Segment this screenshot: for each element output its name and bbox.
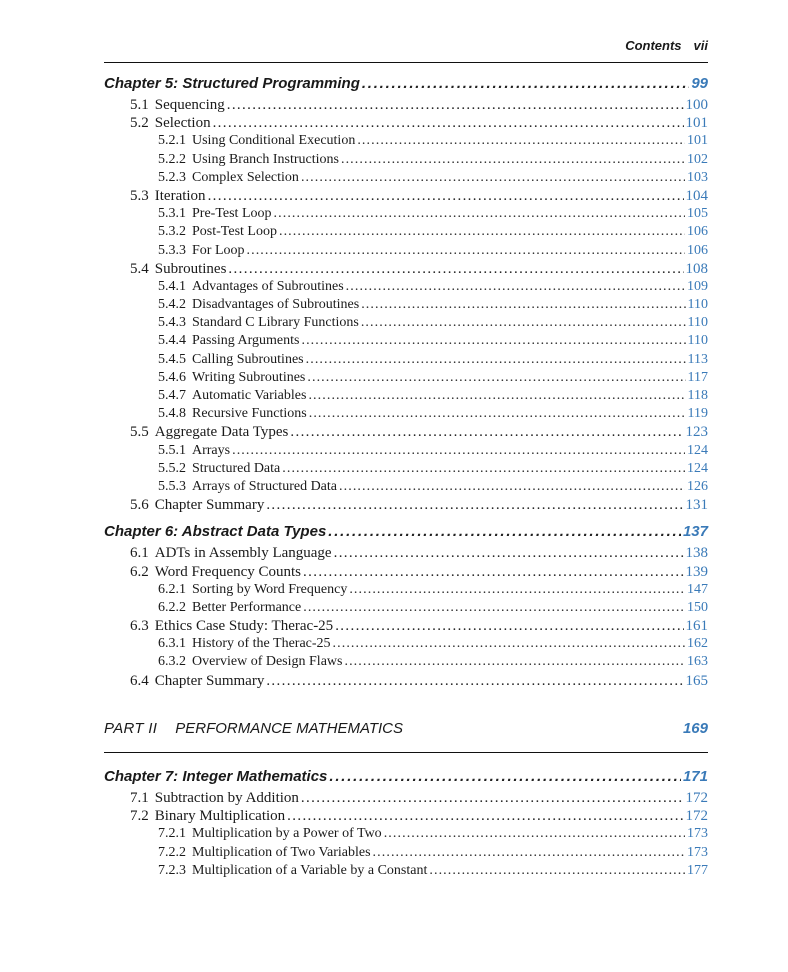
dot-leader: [334, 544, 684, 562]
toc-entry-page: 104: [685, 187, 708, 204]
toc-entry-title: Subroutines: [154, 260, 227, 277]
toc-section-entry[interactable]: [104, 496, 708, 514]
toc-entry-title: Ethics Case Study: Therac-25: [154, 618, 334, 635]
toc-section-entry[interactable]: [104, 617, 708, 635]
toc-entry-title: Multiplication of Two Variables: [192, 844, 371, 860]
toc-entry-number: 7.2: [130, 808, 149, 825]
toc-entry-number: 5.5.1: [158, 442, 186, 458]
toc-entry-title: History of the Therac-25: [192, 636, 331, 652]
toc-entry-number: 5.3.2: [158, 224, 186, 240]
toc-chapter-entry[interactable]: [104, 520, 708, 544]
toc-subsection-entry[interactable]: [104, 169, 708, 187]
toc-entry-page: 113: [687, 351, 708, 367]
dot-leader: [208, 187, 684, 205]
toc-entry-page: 171: [682, 768, 708, 785]
dot-leader: [232, 442, 685, 460]
dot-leader: [227, 96, 684, 114]
toc-entry-title: Writing Subroutines: [192, 369, 306, 385]
dot-leader: [349, 581, 685, 599]
dot-leader: [339, 478, 685, 496]
dot-leader: [306, 351, 686, 369]
toc-entry-title: Iteration: [154, 187, 206, 204]
toc-entry-page: 172: [685, 808, 708, 825]
dot-leader: [344, 653, 685, 671]
toc-entry-number: 6.3.2: [158, 654, 186, 670]
dot-leader: [279, 223, 685, 241]
dot-leader: [266, 496, 683, 514]
toc-entry-number: 5.6: [130, 497, 149, 514]
toc-entry-title: Aggregate Data Types: [154, 424, 289, 441]
dot-leader: [287, 807, 683, 825]
toc-entry-page: 117: [687, 369, 708, 385]
dot-leader: [213, 114, 684, 132]
toc-subsection-entry[interactable]: [104, 825, 708, 843]
toc-entry-number: 6.3.1: [158, 636, 186, 652]
toc-subsection-entry[interactable]: [104, 405, 708, 423]
toc-entry-title: Disadvantages of Subroutines: [192, 297, 360, 313]
toc-entry-page: 118: [687, 388, 708, 403]
toc-entry-page: 150: [687, 599, 708, 615]
dot-leader: [309, 405, 686, 423]
dot-leader: [301, 332, 685, 350]
dot-leader: [303, 599, 685, 617]
toc-entry-page: 147: [687, 581, 708, 597]
toc-entry-number: 5.4.4: [158, 333, 186, 349]
toc-entry-title: Arrays of Structured Data: [192, 478, 338, 494]
toc-entry-page: 124: [687, 442, 708, 458]
toc-subsection-entry[interactable]: [104, 635, 708, 653]
toc-subsection-entry[interactable]: [104, 862, 708, 880]
toc-entry-number: 5.5.3: [158, 478, 186, 494]
toc-entry-page: 106: [687, 224, 708, 240]
toc-entry-number: 5.5: [130, 424, 149, 441]
toc-section-entry[interactable]: [104, 423, 708, 441]
header-page-number: vii: [693, 38, 708, 53]
toc-entry-page: 137: [682, 523, 708, 541]
toc-entry-title: Advantages of Subroutines: [192, 278, 344, 294]
toc-entry-number: 5.3: [130, 187, 149, 204]
dot-leader: [335, 617, 683, 635]
toc-entry-number: 5.2: [130, 115, 149, 132]
toc-entry-title: Multiplication by a Power of Two: [192, 826, 382, 842]
toc-subsection-entry[interactable]: [104, 460, 708, 478]
toc-entry-number: 6.2.2: [158, 599, 186, 615]
toc-list-top: [104, 72, 708, 690]
toc-entry-page: 161: [685, 618, 708, 635]
toc-entry-title: Calling Subroutines: [192, 351, 304, 367]
toc-subsection-entry[interactable]: [104, 151, 708, 169]
toc-entry-title: Automatic Variables: [192, 388, 307, 403]
toc-entry-title: Chapter Summary: [154, 497, 265, 514]
toc-subsection-entry[interactable]: [104, 296, 708, 314]
toc-subsection-entry[interactable]: [104, 653, 708, 671]
toc-list-bottom: [104, 765, 708, 880]
toc-entry-number: 6.3: [130, 618, 149, 635]
toc-entry-number: 6.4: [130, 672, 149, 689]
toc-entry-page: 123: [685, 424, 708, 441]
dot-leader: [228, 260, 683, 278]
toc-chapter-entry[interactable]: [104, 765, 708, 789]
toc-entry-number: 5.4.5: [158, 351, 186, 367]
dot-leader: [429, 862, 685, 880]
toc-entry-title: Selection: [154, 115, 211, 132]
toc-section-entry[interactable]: [104, 672, 708, 690]
toc-section-entry[interactable]: [104, 187, 708, 205]
dot-leader: [247, 242, 686, 260]
dot-leader: [357, 132, 685, 150]
toc-entry-number: 5.4: [130, 260, 149, 277]
toc-entry-page: 99: [691, 75, 708, 92]
toc-entry-page: 124: [687, 460, 708, 476]
toc-entry-number: 5.4.8: [158, 406, 186, 422]
toc-section-entry[interactable]: [104, 96, 708, 114]
toc-entry-title: Complex Selection: [192, 169, 299, 185]
toc-subsection-entry[interactable]: [104, 351, 708, 369]
toc-subsection-entry[interactable]: [104, 242, 708, 260]
dot-leader: [361, 296, 685, 314]
toc-entry-page: 110: [687, 297, 708, 313]
dot-leader: [373, 844, 685, 862]
toc-entry-title: Arrays: [192, 442, 231, 458]
toc-entry-number: 6.2: [130, 563, 149, 580]
dot-leader: [361, 314, 686, 332]
toc-entry-page: 165: [685, 672, 708, 689]
toc-section-entry[interactable]: [104, 114, 708, 132]
dot-leader: [266, 672, 683, 690]
dot-leader: [282, 460, 685, 478]
toc-section-entry[interactable]: [104, 260, 708, 278]
toc-entry-page: 119: [687, 406, 708, 422]
toc-subsection-entry[interactable]: [104, 132, 708, 150]
toc-subsection-entry[interactable]: [104, 844, 708, 862]
dot-leader: [362, 72, 689, 96]
dot-leader: [290, 423, 683, 441]
toc-chapter-entry[interactable]: [104, 72, 708, 96]
dot-leader: [308, 387, 685, 405]
toc-entry-page: 139: [685, 563, 708, 580]
toc-entry-page: 106: [687, 242, 708, 258]
toc-entry-page: 126: [687, 478, 708, 494]
dot-leader: [328, 520, 681, 544]
toc-subsection-entry[interactable]: [104, 442, 708, 460]
toc-entry-number: 5.4.3: [158, 315, 186, 331]
part-title: PERFORMANCE MATHEMATICS: [175, 720, 404, 737]
toc-entry-number: 7.2.2: [158, 844, 186, 860]
toc-entry-title: Post-Test Loop: [192, 224, 277, 240]
toc-entry-number: 5.4.2: [158, 297, 186, 313]
dot-leader: [303, 563, 683, 581]
toc-entry-title: Sorting by Word Frequency: [192, 581, 348, 597]
part-page-number: 169: [682, 720, 708, 737]
toc-entry-title: Binary Multiplication: [154, 808, 286, 825]
toc-subsection-entry[interactable]: [104, 205, 708, 223]
toc-subsection-entry[interactable]: [104, 387, 708, 405]
toc-entry-title: Word Frequency Counts: [154, 563, 302, 580]
dot-leader: [274, 205, 685, 223]
dot-leader: [307, 369, 685, 387]
toc-section-entry[interactable]: [104, 807, 708, 825]
toc-entry-number: 6.2.1: [158, 581, 186, 597]
toc-entry-page: 100: [685, 97, 708, 113]
part-heading[interactable]: [104, 720, 708, 737]
part-label: PART II: [104, 720, 158, 737]
toc-entry-title: Structured Data: [192, 460, 281, 476]
toc-entry-number: 5.2.1: [158, 133, 186, 149]
toc-entry-title: Subtraction by Addition: [154, 790, 299, 806]
toc-subsection-entry[interactable]: [104, 599, 708, 617]
toc-entry-title: Passing Arguments: [192, 333, 300, 349]
toc-entry-page: 110: [687, 315, 708, 331]
toc-entry-number: 7.2.1: [158, 826, 186, 842]
dot-leader: [329, 765, 681, 789]
toc-entry-page: 172: [685, 790, 708, 806]
toc-entry-title: Chapter 7: Integer Mathematics: [104, 768, 328, 785]
header-rule: [104, 62, 708, 63]
toc-entry-page: 162: [687, 636, 708, 652]
toc-entry-title: For Loop: [192, 242, 245, 258]
header-label: Contents: [625, 38, 682, 53]
toc-entry-number: 7.1: [130, 790, 149, 806]
toc-entry-title: Recursive Functions: [192, 406, 307, 422]
toc-entry-page: 110: [687, 333, 708, 349]
toc-subsection-entry[interactable]: [104, 581, 708, 599]
toc-entry-page: 131: [685, 497, 708, 514]
dot-leader: [346, 278, 685, 296]
toc-entry-page: 173: [687, 844, 708, 860]
toc-entry-title: Standard C Library Functions: [192, 315, 359, 331]
toc-section-entry[interactable]: [104, 789, 708, 807]
toc-entry-number: 5.2.3: [158, 169, 186, 185]
toc-entry-title: Using Conditional Execution: [192, 133, 356, 149]
toc-entry-title: Chapter 5: Structured Programming: [104, 75, 360, 92]
toc-section-entry[interactable]: [104, 544, 708, 562]
toc-entry-title: Pre-Test Loop: [192, 206, 272, 222]
toc-entry-number: 5.1: [130, 97, 149, 113]
part-rule: [104, 752, 708, 753]
toc-subsection-entry[interactable]: [104, 332, 708, 350]
toc-entry-number: 5.3.1: [158, 206, 186, 222]
toc-entry-title: Multiplication of a Variable by a Constant: [192, 862, 428, 878]
toc-entry-number: 6.1: [130, 545, 149, 562]
toc-subsection-entry[interactable]: [104, 314, 708, 332]
toc-subsection-entry[interactable]: [104, 223, 708, 241]
dot-leader: [301, 789, 684, 807]
toc-entry-title: ADTs in Assembly Language: [154, 545, 332, 562]
toc-entry-number: 5.3.3: [158, 242, 186, 258]
running-header: [104, 38, 708, 53]
toc-entry-page: 101: [687, 133, 708, 149]
toc-entry-title: Sequencing: [154, 97, 225, 113]
toc-entry-page: 173: [687, 826, 708, 842]
toc-entry-page: 109: [687, 278, 708, 294]
dot-leader: [333, 635, 685, 653]
toc-entry-page: 163: [687, 654, 708, 670]
toc-entry-page: 177: [687, 862, 708, 878]
toc-entry-page: 102: [687, 151, 708, 167]
toc-entry-title: Overview of Design Flaws: [192, 654, 343, 670]
toc-subsection-entry[interactable]: [104, 369, 708, 387]
dot-leader: [341, 151, 685, 169]
toc-entry-page: 138: [685, 545, 708, 562]
toc-entry-page: 105: [687, 206, 708, 222]
toc-subsection-entry[interactable]: [104, 478, 708, 496]
toc-entry-title: Using Branch Instructions: [192, 151, 339, 167]
toc-entry-number: 7.2.3: [158, 862, 186, 878]
toc-entry-title: Chapter 6: Abstract Data Types: [104, 523, 327, 541]
toc-entry-title: Chapter Summary: [154, 672, 265, 689]
toc-entry-number: 5.2.2: [158, 151, 186, 167]
dot-leader: [384, 825, 685, 843]
dot-leader: [301, 169, 685, 187]
toc-entry-number: 5.4.6: [158, 369, 186, 385]
toc-entry-title: Better Performance: [192, 599, 302, 615]
toc-entry-page: 108: [685, 260, 708, 277]
toc-entry-number: 5.4.1: [158, 278, 186, 294]
toc-entry-page: 101: [685, 115, 708, 132]
toc-section-entry[interactable]: [104, 563, 708, 581]
toc-entry-page: 103: [687, 169, 708, 185]
toc-subsection-entry[interactable]: [104, 278, 708, 296]
toc-entry-number: 5.4.7: [158, 388, 186, 403]
toc-entry-number: 5.5.2: [158, 460, 186, 476]
